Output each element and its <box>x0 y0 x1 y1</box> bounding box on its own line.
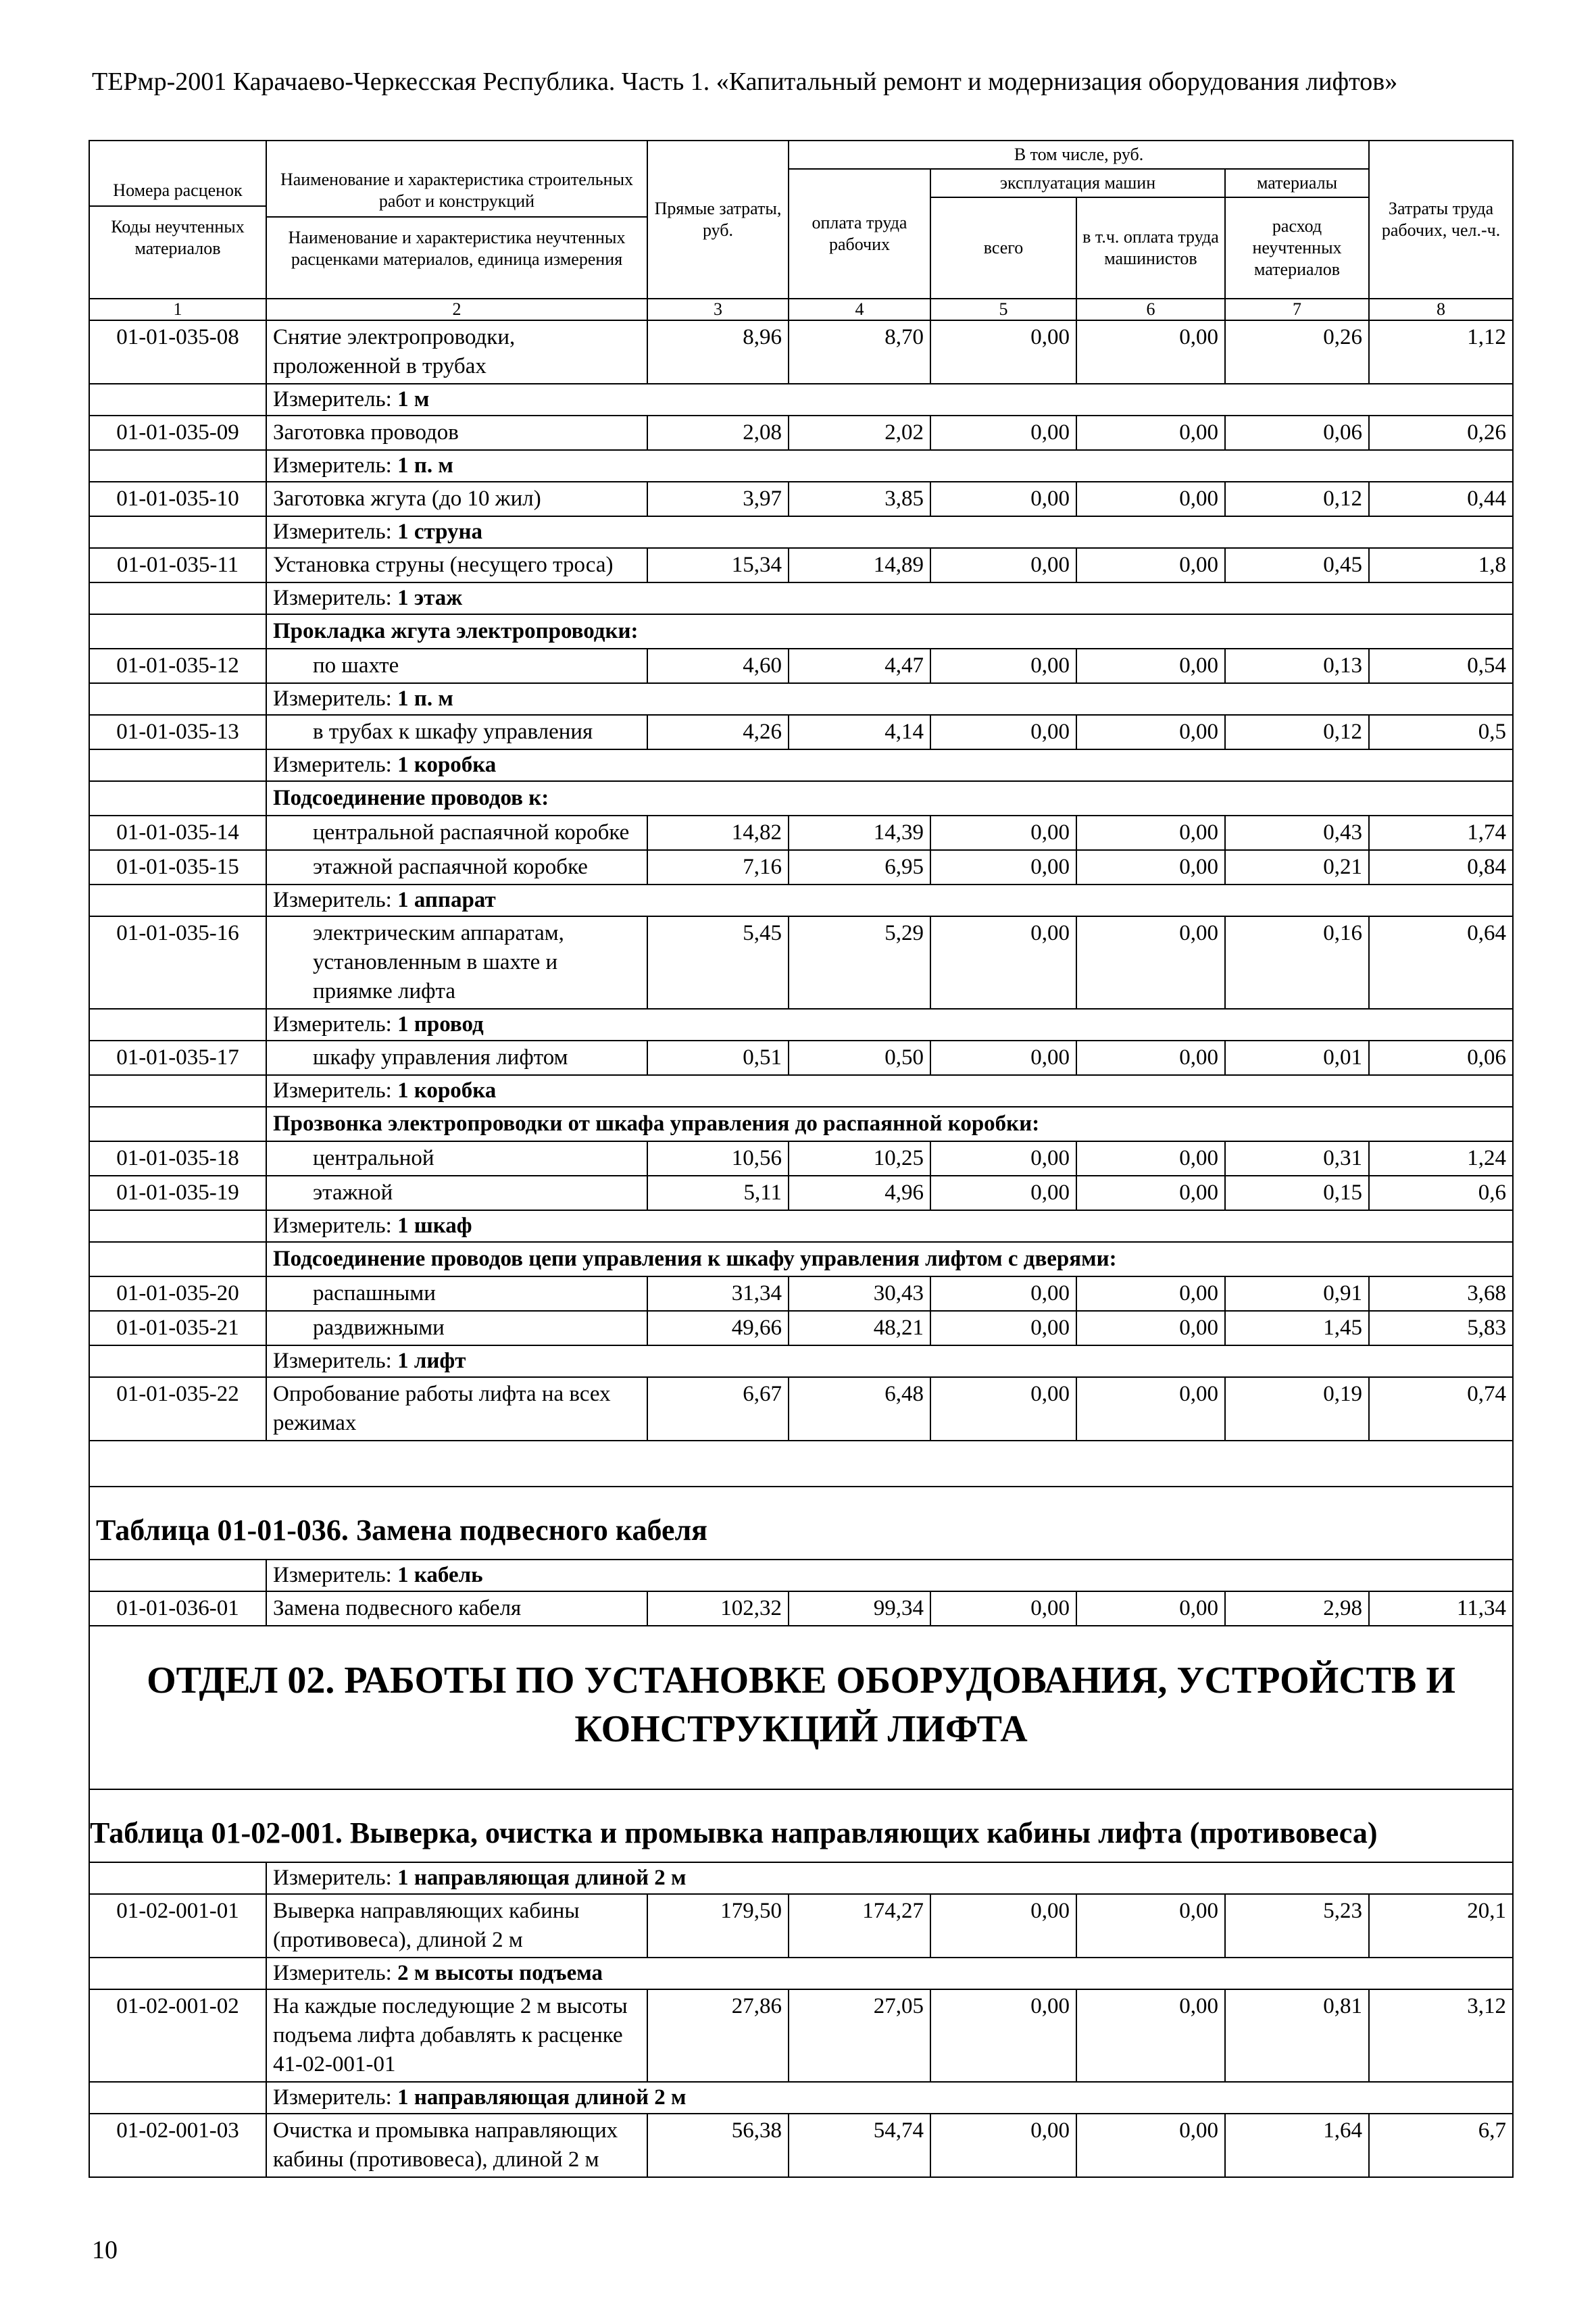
value-machines-total: 0,00 <box>930 1311 1076 1345</box>
table-title: Таблица 01-01-036. Замена подвесного кабеля <box>89 1487 1513 1560</box>
value-labor-hours: 11,34 <box>1369 1591 1513 1626</box>
measure-spacer <box>89 1862 266 1894</box>
value-labor-hours: 1,8 <box>1369 548 1513 582</box>
value-wages: 48,21 <box>789 1311 930 1345</box>
measure-label: Измеритель: <box>273 1349 398 1373</box>
value-direct-cost: 2,08 <box>647 416 789 450</box>
measure-label: Измеритель: <box>273 888 398 912</box>
measure-unit <box>266 516 1513 548</box>
value-direct-cost: 14,82 <box>647 816 789 850</box>
value-machines-total: 0,00 <box>930 715 1076 749</box>
value-labor-hours: 0,6 <box>1369 1176 1513 1210</box>
measure-unit <box>266 1958 1513 1989</box>
value-materials: 2,98 <box>1225 1591 1369 1626</box>
rate-name: в трубах к шкафу управления <box>266 715 647 749</box>
measure-value: 1 провод <box>397 1012 484 1037</box>
rate-row <box>89 850 1513 885</box>
value-wages: 4,96 <box>789 1176 930 1210</box>
table-title: Таблица 01-02-001. Выверка, очистка и промывка направляющих кабины лифта (противовеса) <box>89 1789 1513 1862</box>
rate-row <box>89 649 1513 683</box>
value-machines-total: 0,00 <box>930 1176 1076 1210</box>
measure-unit <box>266 384 1513 416</box>
measure-row <box>89 450 1513 482</box>
value-labor-hours: 6,7 <box>1369 2114 1513 2177</box>
measure-value: 1 этаж <box>397 586 463 610</box>
rate-code: 01-02-001-03 <box>89 2114 266 2177</box>
rate-row <box>89 916 1513 1009</box>
rate-row <box>89 1989 1513 2082</box>
rate-row <box>89 816 1513 850</box>
measure-row <box>89 1345 1513 1377</box>
rate-row <box>89 320 1513 384</box>
column-number: 5 <box>930 299 1076 320</box>
rate-name: центральной <box>266 1141 647 1176</box>
rate-code: 01-01-035-16 <box>89 916 266 1009</box>
rate-row <box>89 1377 1513 1441</box>
value-labor-hours: 3,12 <box>1369 1989 1513 2082</box>
rate-code: 01-01-035-18 <box>89 1141 266 1176</box>
subheading-spacer <box>89 614 266 649</box>
measure-value: 2 м высоты подъема <box>397 1961 603 1985</box>
value-wages: 4,14 <box>789 715 930 749</box>
value-machinists-wages: 0,00 <box>1076 916 1225 1009</box>
col-machines-total-header: всего <box>930 197 1076 299</box>
value-machinists-wages: 0,00 <box>1076 1591 1225 1626</box>
value-machinists-wages: 0,00 <box>1076 2114 1225 2177</box>
value-direct-cost: 8,96 <box>647 320 789 384</box>
rate-code: 01-01-035-17 <box>89 1041 266 1075</box>
measure-row <box>89 749 1513 781</box>
value-machines-total: 0,00 <box>930 1276 1076 1311</box>
value-wages: 4,47 <box>789 649 930 683</box>
measure-row <box>89 683 1513 715</box>
measure-label: Измеритель: <box>273 1563 398 1587</box>
value-wages: 54,74 <box>789 2114 930 2177</box>
column-numbers-row <box>89 299 1513 320</box>
subheading-text: Прокладка жгута электропроводки: <box>266 614 1513 649</box>
measure-label: Измеритель: <box>273 453 398 478</box>
measure-row <box>89 384 1513 416</box>
subheading-row <box>89 1107 1513 1141</box>
col-materials-header: материалы <box>1225 169 1369 197</box>
subheading-text: Подсоединение проводов цепи управления к шкафу управления лифтом с дверями: <box>266 1242 1513 1276</box>
rate-code: 01-02-001-01 <box>89 1894 266 1958</box>
value-machinists-wages: 0,00 <box>1076 320 1225 384</box>
value-labor-hours: 1,24 <box>1369 1141 1513 1176</box>
measure-unit <box>266 1210 1513 1242</box>
rate-row <box>89 416 1513 450</box>
measure-value: 1 коробка <box>397 753 497 777</box>
value-machinists-wages: 0,00 <box>1076 816 1225 850</box>
value-direct-cost: 102,32 <box>647 1591 789 1626</box>
value-wages: 14,89 <box>789 548 930 582</box>
value-labor-hours: 0,06 <box>1369 1041 1513 1075</box>
measure-label: Измеритель: <box>273 1214 398 1238</box>
rate-name: этажной <box>266 1176 647 1210</box>
rate-code: 01-01-035-10 <box>89 482 266 516</box>
column-number: 4 <box>789 299 930 320</box>
value-machinists-wages: 0,00 <box>1076 1141 1225 1176</box>
value-wages: 30,43 <box>789 1276 930 1311</box>
value-machines-total: 0,00 <box>930 1989 1076 2082</box>
measure-value: 1 м <box>397 387 430 412</box>
value-labor-hours: 3,68 <box>1369 1276 1513 1311</box>
measure-row <box>89 2082 1513 2114</box>
measure-row <box>89 1958 1513 1989</box>
measure-unit <box>266 1009 1513 1041</box>
value-labor-hours: 0,84 <box>1369 850 1513 885</box>
rate-name: Заготовка проводов <box>266 416 647 450</box>
col-machines-header: эксплуатация машин <box>930 169 1225 197</box>
value-direct-cost: 7,16 <box>647 850 789 885</box>
subheading-spacer <box>89 781 266 816</box>
value-labor-hours: 0,54 <box>1369 649 1513 683</box>
measure-unit <box>266 683 1513 715</box>
rate-name: по шахте <box>266 649 647 683</box>
measure-unit <box>266 749 1513 781</box>
value-materials: 0,31 <box>1225 1141 1369 1176</box>
rate-name: центральной распаячной коробке <box>266 816 647 850</box>
column-number: 1 <box>89 299 266 320</box>
value-direct-cost: 49,66 <box>647 1311 789 1345</box>
value-machinists-wages: 0,00 <box>1076 1311 1225 1345</box>
measure-row <box>89 1075 1513 1107</box>
blank-cell <box>89 1441 1513 1487</box>
rate-row <box>89 2114 1513 2177</box>
value-direct-cost: 15,34 <box>647 548 789 582</box>
col-labor-hours-header: Затраты труда рабочих, чел.-ч. <box>1369 141 1513 299</box>
value-materials: 0,16 <box>1225 916 1369 1009</box>
measure-spacer <box>89 1009 266 1041</box>
measure-value: 1 направляющая длиной 2 м <box>397 1866 687 1890</box>
value-direct-cost: 6,67 <box>647 1377 789 1441</box>
value-direct-cost: 10,56 <box>647 1141 789 1176</box>
value-materials: 0,26 <box>1225 320 1369 384</box>
rates-table <box>89 140 1514 2178</box>
page-header: ТЕРмр-2001 Карачаево-Черкесская Республика. Часть 1. «Капитальный ремонт и модернизация оборудования лифтов» <box>92 68 1398 96</box>
rate-name: Выверка направляющих кабины (противовеса), длиной 2 м <box>266 1894 647 1958</box>
measure-spacer <box>89 749 266 781</box>
measure-unit <box>266 450 1513 482</box>
value-materials: 0,06 <box>1225 416 1369 450</box>
subheading-text: Прозвонка электропроводки от шкафа управления до распаянной коробки: <box>266 1107 1513 1141</box>
rate-name: распашными <box>266 1276 647 1311</box>
value-machinists-wages: 0,00 <box>1076 1894 1225 1958</box>
measure-row <box>89 1862 1513 1894</box>
measure-row <box>89 1009 1513 1041</box>
value-wages: 0,50 <box>789 1041 930 1075</box>
value-materials: 0,15 <box>1225 1176 1369 1210</box>
rate-row <box>89 1894 1513 1958</box>
rate-name: Замена подвесного кабеля <box>266 1591 647 1626</box>
col-wages-header: оплата труда рабочих <box>789 169 930 299</box>
value-machinists-wages: 0,00 <box>1076 649 1225 683</box>
value-labor-hours: 0,64 <box>1369 916 1513 1009</box>
measure-row <box>89 582 1513 614</box>
value-machinists-wages: 0,00 <box>1076 715 1225 749</box>
value-wages: 174,27 <box>789 1894 930 1958</box>
value-labor-hours: 5,83 <box>1369 1311 1513 1345</box>
value-labor-hours: 0,44 <box>1369 482 1513 516</box>
measure-spacer <box>89 516 266 548</box>
rate-row <box>89 548 1513 582</box>
column-number: 3 <box>647 299 789 320</box>
table-title-row <box>89 1487 1513 1560</box>
value-wages: 27,05 <box>789 1989 930 2082</box>
subheading-spacer <box>89 1107 266 1141</box>
value-machines-total: 0,00 <box>930 320 1076 384</box>
value-wages: 6,95 <box>789 850 930 885</box>
rate-name: На каждые последующие 2 м высоты подъема лифта добавлять к расценке 41-02-001-01 <box>266 1989 647 2082</box>
rate-code: 01-01-035-21 <box>89 1311 266 1345</box>
value-machinists-wages: 0,00 <box>1076 850 1225 885</box>
value-direct-cost: 179,50 <box>647 1894 789 1958</box>
rate-row <box>89 715 1513 749</box>
measure-unit <box>266 1560 1513 1591</box>
measure-label: Измеритель: <box>273 753 398 777</box>
value-wages: 6,48 <box>789 1377 930 1441</box>
section-row <box>89 1626 1513 1789</box>
col-machinists-wages-header: в т.ч. оплата труда машинистов <box>1076 197 1225 299</box>
rate-code: 01-01-035-22 <box>89 1377 266 1441</box>
subheading-text: Подсоединение проводов к: <box>266 781 1513 816</box>
value-materials: 1,45 <box>1225 1311 1369 1345</box>
value-machinists-wages: 0,00 <box>1076 1377 1225 1441</box>
rate-row <box>89 1141 1513 1176</box>
value-machinists-wages: 0,00 <box>1076 416 1225 450</box>
rate-code: 01-01-035-20 <box>89 1276 266 1311</box>
value-machines-total: 0,00 <box>930 482 1076 516</box>
measure-label: Измеритель: <box>273 1078 398 1103</box>
value-materials: 0,12 <box>1225 482 1369 516</box>
measure-label: Измеритель: <box>273 1012 398 1037</box>
value-materials: 5,23 <box>1225 1894 1369 1958</box>
rate-row <box>89 1311 1513 1345</box>
measure-value: 1 аппарат <box>397 888 496 912</box>
rate-name: электрическим аппаратам, установленным в шахте и приямке лифта <box>266 916 647 1009</box>
value-machines-total: 0,00 <box>930 2114 1076 2177</box>
measure-value: 1 кабель <box>397 1563 483 1587</box>
rate-code: 01-01-035-08 <box>89 320 266 384</box>
measure-row <box>89 1560 1513 1591</box>
measure-spacer <box>89 2082 266 2114</box>
rate-code: 01-01-035-15 <box>89 850 266 885</box>
value-labor-hours: 0,26 <box>1369 416 1513 450</box>
value-wages: 8,70 <box>789 320 930 384</box>
rate-name: раздвижными <box>266 1311 647 1345</box>
measure-spacer <box>89 582 266 614</box>
value-wages: 14,39 <box>789 816 930 850</box>
measure-unit <box>266 1862 1513 1894</box>
value-direct-cost: 3,97 <box>647 482 789 516</box>
value-materials: 0,21 <box>1225 850 1369 885</box>
value-labor-hours: 0,74 <box>1369 1377 1513 1441</box>
measure-value: 1 п. м <box>397 453 453 478</box>
rate-name: Опробование работы лифта на всех режимах <box>266 1377 647 1441</box>
section-title: ОТДЕЛ 02. РАБОТЫ ПО УСТАНОВКЕ ОБОРУДОВАНИЯ, УСТРОЙСТВ И КОНСТРУКЦИЙ ЛИФТА <box>89 1626 1513 1789</box>
col-codes-header: Номера расценок Коды неучтенных материалов <box>89 141 266 299</box>
measure-spacer <box>89 384 266 416</box>
table-header-row <box>89 141 1513 169</box>
measure-spacer <box>89 1560 266 1591</box>
measure-unit <box>266 2082 1513 2114</box>
value-machines-total: 0,00 <box>930 1141 1076 1176</box>
measure-spacer <box>89 1210 266 1242</box>
measure-spacer <box>89 1345 266 1377</box>
rate-name: этажной распаячной коробке <box>266 850 647 885</box>
blank-row <box>89 1441 1513 1487</box>
value-labor-hours: 0,5 <box>1369 715 1513 749</box>
rate-name: Установка струны (несущего троса) <box>266 548 647 582</box>
measure-label: Измеритель: <box>273 586 398 610</box>
rate-row <box>89 1041 1513 1075</box>
value-labor-hours: 1,74 <box>1369 816 1513 850</box>
measure-spacer <box>89 450 266 482</box>
value-machines-total: 0,00 <box>930 1591 1076 1626</box>
rate-name: Снятие электропроводки, проложенной в трубах <box>266 320 647 384</box>
measure-value: 1 струна <box>397 520 483 544</box>
rate-code: 01-01-035-09 <box>89 416 266 450</box>
value-materials: 0,81 <box>1225 1989 1369 2082</box>
value-wages: 2,02 <box>789 416 930 450</box>
rate-name: Заготовка жгута (до 10 жил) <box>266 482 647 516</box>
value-direct-cost: 31,34 <box>647 1276 789 1311</box>
column-number: 2 <box>266 299 647 320</box>
value-materials: 0,91 <box>1225 1276 1369 1311</box>
rate-row <box>89 482 1513 516</box>
value-materials: 0,13 <box>1225 649 1369 683</box>
value-machines-total: 0,00 <box>930 649 1076 683</box>
rate-code: 01-01-035-14 <box>89 816 266 850</box>
col-name-header: Наименование и характеристика строительных работ и конструкций Наименование и характеристика неучтенных расценками материалов, единица измерения <box>266 141 647 299</box>
value-direct-cost: 5,11 <box>647 1176 789 1210</box>
measure-label: Измеритель: <box>273 2085 398 2110</box>
rate-name: Очистка и промывка направляющих кабины (противовеса), длиной 2 м <box>266 2114 647 2177</box>
measure-label: Измеритель: <box>273 1866 398 1890</box>
value-machines-total: 0,00 <box>930 1894 1076 1958</box>
measure-value: 1 коробка <box>397 1078 497 1103</box>
value-machines-total: 0,00 <box>930 548 1076 582</box>
value-machinists-wages: 0,00 <box>1076 1176 1225 1210</box>
value-wages: 3,85 <box>789 482 930 516</box>
rate-code: 01-01-035-19 <box>89 1176 266 1210</box>
value-labor-hours: 1,12 <box>1369 320 1513 384</box>
value-materials: 0,43 <box>1225 816 1369 850</box>
value-machines-total: 0,00 <box>930 816 1076 850</box>
column-number: 7 <box>1225 299 1369 320</box>
value-labor-hours: 20,1 <box>1369 1894 1513 1958</box>
value-direct-cost: 4,60 <box>647 649 789 683</box>
value-direct-cost: 4,26 <box>647 715 789 749</box>
measure-unit <box>266 1345 1513 1377</box>
value-machines-total: 0,00 <box>930 916 1076 1009</box>
subheading-spacer <box>89 1242 266 1276</box>
value-materials: 0,01 <box>1225 1041 1369 1075</box>
value-machinists-wages: 0,00 <box>1076 1041 1225 1075</box>
value-direct-cost: 5,45 <box>647 916 789 1009</box>
subheading-row <box>89 614 1513 649</box>
value-machines-total: 0,00 <box>930 1377 1076 1441</box>
value-materials: 0,19 <box>1225 1377 1369 1441</box>
column-number: 6 <box>1076 299 1225 320</box>
measure-label: Измеритель: <box>273 387 398 412</box>
measure-value: 1 п. м <box>397 687 453 711</box>
rate-name: шкафу управления лифтом <box>266 1041 647 1075</box>
measure-row <box>89 1210 1513 1242</box>
rate-code: 01-01-035-11 <box>89 548 266 582</box>
col-direct-costs-header: Прямые затраты, руб. <box>647 141 789 299</box>
rate-code: 01-01-035-12 <box>89 649 266 683</box>
measure-row <box>89 516 1513 548</box>
measure-row <box>89 885 1513 916</box>
value-wages: 10,25 <box>789 1141 930 1176</box>
rate-code: 01-01-035-13 <box>89 715 266 749</box>
measure-unit <box>266 1075 1513 1107</box>
measure-unit <box>266 582 1513 614</box>
col-group-header: В том числе, руб. <box>789 141 1369 169</box>
rate-code: 01-01-036-01 <box>89 1591 266 1626</box>
value-machinists-wages: 0,00 <box>1076 482 1225 516</box>
rate-row <box>89 1176 1513 1210</box>
value-direct-cost: 0,51 <box>647 1041 789 1075</box>
subheading-row <box>89 1242 1513 1276</box>
value-machinists-wages: 0,00 <box>1076 548 1225 582</box>
measure-value: 1 направляющая длиной 2 м <box>397 2085 687 2110</box>
subheading-row <box>89 781 1513 816</box>
value-machines-total: 0,00 <box>930 416 1076 450</box>
value-direct-cost: 27,86 <box>647 1989 789 2082</box>
rate-row <box>89 1276 1513 1311</box>
measure-unit <box>266 885 1513 916</box>
value-machines-total: 0,00 <box>930 1041 1076 1075</box>
value-machines-total: 0,00 <box>930 850 1076 885</box>
value-wages: 5,29 <box>789 916 930 1009</box>
value-materials: 1,64 <box>1225 2114 1369 2177</box>
page-number: 10 <box>92 2236 118 2264</box>
measure-label: Измеритель: <box>273 1961 398 1985</box>
value-materials: 0,12 <box>1225 715 1369 749</box>
measure-spacer <box>89 1075 266 1107</box>
col-unaccounted-materials-header: расход неучтенных материалов <box>1225 197 1369 299</box>
value-materials: 0,45 <box>1225 548 1369 582</box>
measure-label: Измеритель: <box>273 520 398 544</box>
value-wages: 99,34 <box>789 1591 930 1626</box>
measure-spacer <box>89 1958 266 1989</box>
measure-value: 1 лифт <box>397 1349 466 1373</box>
measure-label: Измеритель: <box>273 687 398 711</box>
value-machinists-wages: 0,00 <box>1076 1989 1225 2082</box>
rate-code: 01-02-001-02 <box>89 1989 266 2082</box>
table-title-row <box>89 1789 1513 1862</box>
value-direct-cost: 56,38 <box>647 2114 789 2177</box>
measure-spacer <box>89 885 266 916</box>
measure-spacer <box>89 683 266 715</box>
value-machinists-wages: 0,00 <box>1076 1276 1225 1311</box>
rate-row <box>89 1591 1513 1626</box>
measure-value: 1 шкаф <box>397 1214 472 1238</box>
column-number: 8 <box>1369 299 1513 320</box>
